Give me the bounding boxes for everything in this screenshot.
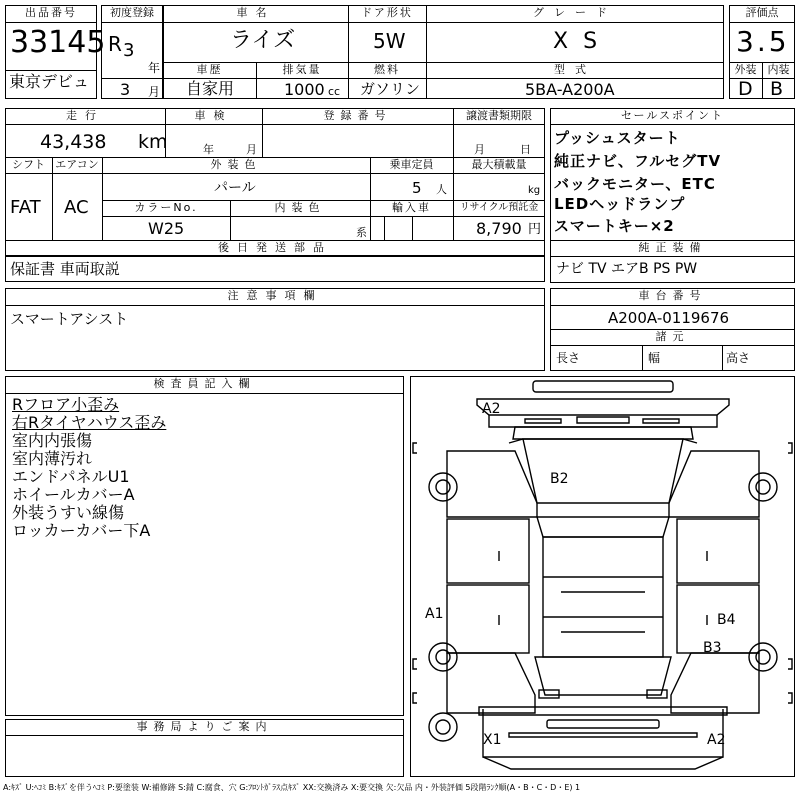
- damage-mark: A2: [482, 401, 501, 417]
- inspection-month-unit: 月: [246, 143, 257, 156]
- deadline-month-unit: 月: [474, 143, 485, 156]
- lot-label: 出品番号: [25, 6, 77, 19]
- selling-point: スマートキー×2: [554, 217, 675, 235]
- fuel: ガソリン: [360, 80, 421, 98]
- grade-label: グレード: [533, 6, 617, 19]
- displacement: 1000: [284, 80, 325, 99]
- damage-mark: X1: [483, 732, 502, 748]
- displacement-label: 排気量: [282, 63, 322, 76]
- inspector-label: 検査員記入欄: [153, 377, 256, 390]
- inspector-note: 外装うすい線傷: [12, 503, 125, 522]
- inspector-note: 室内薄汚れ: [12, 449, 93, 468]
- caution-label: 注意事項欄: [227, 289, 323, 302]
- load-label: 最大積載量: [471, 158, 527, 171]
- year-unit: 年: [148, 61, 161, 75]
- color-no: W25: [148, 219, 185, 238]
- reg-number-label: 登録番号: [323, 109, 392, 122]
- car-name-label: 車名: [236, 6, 275, 19]
- displacement-unit: cc: [328, 85, 341, 98]
- inspection-year-unit: 年: [203, 143, 214, 156]
- mileage-label: 走行: [66, 109, 104, 122]
- selling-point: LEDヘッドランプ: [554, 195, 686, 213]
- legend: A:ｷｽﾞ U:ﾍｺﾐ B:ｷｽﾞを伴うﾍｺﾐ P:要塗装 W:補修跡 S:錆 C:腐食、穴 G:ﾌﾛﾝﾄｶﾞﾗｽ点ｷｽﾞ XX:交換済み X:要交換 欠:欠品 内・外装評価 5段階ﾗﾝｸ順(A・B・C・D・E) 1: [3, 783, 581, 792]
- damage-mark: B4: [717, 612, 736, 628]
- month-unit: 月: [148, 85, 161, 99]
- dims-label: 諸元: [655, 330, 690, 343]
- caution-value: スマートアシスト: [10, 310, 129, 328]
- door-label: ドア形状: [361, 6, 413, 19]
- exterior-label: 外装: [734, 63, 757, 76]
- score-label: 評価点: [745, 6, 779, 19]
- chassis-label: 車台番号: [638, 289, 707, 302]
- model-label: 型式: [554, 63, 596, 76]
- interior-color-suffix: 系: [356, 226, 367, 239]
- interior-score: B: [770, 78, 784, 100]
- deadline-label: 譲渡書類期限: [466, 109, 532, 122]
- load-unit: kg: [528, 185, 541, 196]
- damage-mark: B2: [550, 471, 569, 487]
- color-label: 外装色: [210, 158, 262, 171]
- damage-mark: A2: [707, 732, 726, 748]
- car-diagram: [410, 376, 795, 777]
- model-code: 5BA-A200A: [525, 80, 615, 99]
- chassis-number: A200A-0119676: [608, 309, 730, 327]
- score-value: 3.5: [736, 25, 790, 58]
- selling-point: バックモニター、ETC: [554, 175, 716, 193]
- height-label: 高さ: [726, 351, 751, 365]
- selling-point: 純正ナビ、フルセグTV: [554, 152, 722, 170]
- inspector-note: 右Rタイヤハウス歪み: [12, 413, 167, 432]
- later-parts-value: 保証書 車両取説: [10, 260, 120, 278]
- recycle-unit: 円: [528, 222, 542, 237]
- first-reg-label: 初度登録: [110, 6, 154, 19]
- door-type: 5W: [373, 29, 406, 53]
- damage-mark: B3: [703, 640, 722, 656]
- capacity-unit: 人: [436, 183, 447, 196]
- inspection-label: 車検: [194, 109, 233, 122]
- inspector-note: Rフロア小歪み: [12, 395, 120, 414]
- selling-points-label: セールスポイント: [620, 109, 724, 122]
- history-label: 車歴: [196, 63, 223, 76]
- width-label: 幅: [648, 351, 661, 365]
- shift-label: シフト: [12, 158, 45, 171]
- interior-color-label: 内装色: [274, 201, 326, 214]
- ac-label: エアコン: [55, 158, 99, 171]
- import-label: 輸入車: [392, 201, 431, 214]
- damage-mark: A1: [425, 606, 444, 622]
- interior-label: 内装: [767, 63, 790, 76]
- era: R: [108, 32, 122, 56]
- inspector-note: 室内内張傷: [12, 431, 93, 450]
- exterior-score: D: [738, 78, 753, 100]
- mileage: 43,438: [40, 131, 107, 153]
- inspector-note: ロッカーカバー下A: [12, 521, 151, 540]
- fuel-label: 燃料: [374, 63, 400, 76]
- reg-month: 3: [120, 80, 131, 99]
- office-label: 事務局よりご案内: [136, 720, 273, 733]
- length-label: 長さ: [556, 351, 581, 365]
- genuine-value: ナビ TV エアB PS PW: [556, 261, 698, 277]
- car-name: ライズ: [230, 28, 296, 53]
- grade: X S: [553, 29, 602, 54]
- mileage-unit: km: [138, 131, 168, 153]
- capacity-label: 乗車定員: [389, 158, 434, 171]
- exterior-color: パール: [214, 180, 256, 196]
- genuine-label: 純正装備: [638, 241, 707, 254]
- later-parts-label: 後日発送部品: [218, 241, 332, 254]
- dealer-name: 東京デビュ: [9, 72, 90, 91]
- shift: FAT: [10, 197, 41, 218]
- inspector-note: ホイールカバーA: [12, 485, 135, 504]
- ac: AC: [64, 197, 89, 218]
- selling-point: プッシュスタート: [554, 129, 681, 147]
- car-outline-diagram: [411, 377, 794, 776]
- lot-number: 33145: [10, 25, 106, 60]
- capacity: 5: [412, 179, 422, 197]
- recycle-fee: 8,790: [476, 219, 522, 238]
- recycle-label: リサイクル預託金: [459, 202, 539, 213]
- inspector-note: エンドパネルU1: [12, 467, 130, 486]
- history: 自家用: [186, 79, 235, 98]
- color-no-label: カラーNo.: [134, 201, 198, 214]
- deadline-day-unit: 日: [520, 143, 531, 156]
- era-year: 3: [123, 40, 135, 61]
